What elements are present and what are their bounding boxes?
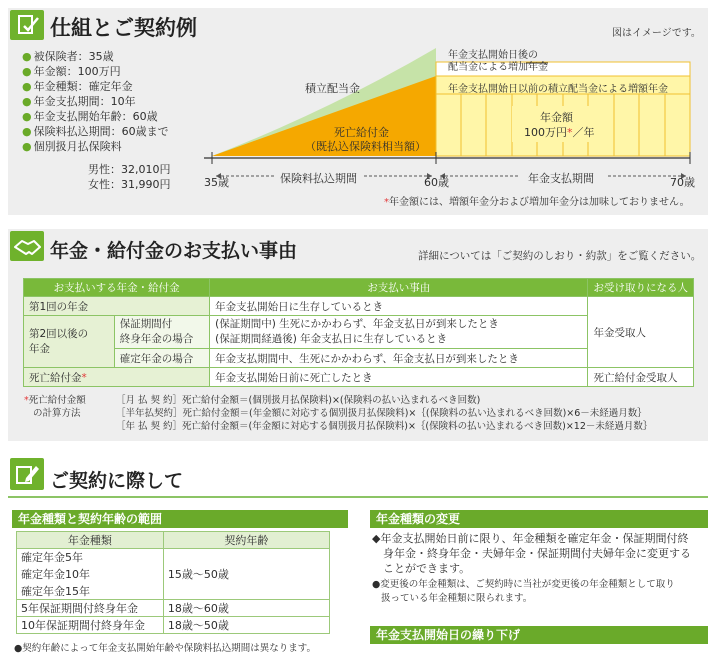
label-increment-annuity: 年金支払開始日以前の積立配当金による増額年金 <box>448 84 668 95</box>
bullet-item: ● 被保険者：35歳 <box>22 50 114 63</box>
section2-title: 年金・給付金のお支払い事由 <box>50 240 298 262</box>
age-row-type: 確定年金15年 <box>17 583 164 600</box>
bullet-item: ● 年金支払開始年齢：60歳 <box>22 110 158 123</box>
row-death-benefit: 死亡給付金* <box>24 368 210 387</box>
premium-female: 女性：31,990円 <box>88 178 171 191</box>
row-first-annuity-reason: 年金支払開始日に生存しているとき <box>210 297 588 316</box>
fixed-annuity-reason: 年金支払期間中、生死にかかわらず、年金支払日が到来したとき <box>210 349 588 368</box>
age-range-bar: 年金種類と契約年齢の範囲 <box>12 510 348 528</box>
header-reason: お支払い事由 <box>210 279 588 297</box>
age-60: 60歳 <box>424 176 449 189</box>
age-35: 35歳 <box>204 176 229 189</box>
label-annuity-value: 100万円*／年 <box>524 126 595 139</box>
type-change-text: ◆年金支払開始日前に限り、年金種類を確定年金・保証期間付終 身年金・終身年金・夫婦年金・保証期間付夫婦年金に変更する ことができます。 <box>372 532 691 575</box>
start-date-deferral-bar: 年金支払開始日の繰り下げ <box>370 626 708 644</box>
section3-title: ご契約に際して <box>50 470 184 492</box>
calc-annual: ［年 払 契 約］死亡給付金額＝(年金額に対応する個別扱月払保険料)×｛(保険料の払い込まれるべき回数)×12－未経過月数｝ <box>116 421 653 432</box>
type-change-note: ●変更後の年金種類は、ご契約時に当社が変更後の年金種類として取り 扱っている年金種類に限られます。 <box>372 579 675 604</box>
death-benefit-receiver: 死亡給付金受取人 <box>588 368 694 387</box>
guaranteed-lifetime-reason: (保証期間中) 生死にかかわらず、年金支払日が到来したとき (保証期間経過後) 年金支払日に生存しているとき <box>210 316 588 349</box>
label-annuity-amount: 年金額 <box>540 111 573 124</box>
label-death-benefit: 死亡給付金 <box>334 126 389 139</box>
premium-period-label: 保険料払込期間 <box>280 172 357 185</box>
type-change-bar: 年金種類の変更 <box>370 510 708 528</box>
age-row-value: 18歳～50歳 <box>163 617 329 634</box>
annuity-receiver: 年金受取人 <box>588 297 694 368</box>
image-note: 図はイメージです。 <box>612 28 701 39</box>
bullet-item: ● 年金額：100万円 <box>22 65 121 78</box>
header-receiver: お受け取りになる人 <box>588 279 694 297</box>
contract-bullets <box>22 49 169 154</box>
label-accumulated-dividend: 積立配当金 <box>305 82 360 95</box>
calc-formulas <box>116 394 652 433</box>
age-header-age: 契約年齢 <box>163 532 329 549</box>
label-increase-annuity-2: 配当金による増加年金 <box>448 62 548 73</box>
age-row-type: 確定年金10年 <box>17 566 164 583</box>
calc-semiannual: ［半年払契約］死亡給付金額＝(年金額に対応する個別扱月払保険料)×｛(保険料の払い込まれるべき回数)×6－未経過月数｝ <box>116 408 647 419</box>
header-benefit: お支払いする年金・給付金 <box>24 279 210 297</box>
payment-period-label: 年金支払期間 <box>528 172 594 185</box>
document-icon <box>10 10 44 40</box>
guaranteed-lifetime-case: 保証期間付 終身年金の場合 <box>114 316 209 349</box>
handshake-icon <box>10 231 44 261</box>
age-row-type: 10年保証期間付終身年金 <box>17 617 164 634</box>
section1-footnote: *年金額には、増額年金分および増加年金分は加味しておりません。 <box>384 197 690 208</box>
section1-title: 仕組とご契約例 <box>50 16 197 40</box>
label-increase-annuity-1: 年金支払開始日後の <box>448 50 538 61</box>
row-first-annuity: 第1回の年金 <box>24 297 210 316</box>
age-row-type: 確定年金5年 <box>17 549 164 566</box>
section2-note: 詳細については「ご契約のしおり・約款」をご覧ください。 <box>418 250 702 262</box>
age-row-value: 18歳～60歳 <box>163 600 329 617</box>
premium-male: 男性：32,010円 <box>88 163 171 176</box>
age-70: 70歳 <box>670 176 695 189</box>
calc-monthly: ［月 払 契 約］死亡給付金額＝(個別扱月払保険料)×(保険料の払い込まれるべき回数) <box>116 395 481 406</box>
age-range-table <box>16 531 330 634</box>
label-death-benefit-note: （既払込保険料相当額） <box>305 140 426 153</box>
age-row-type: 5年保証期間付終身年金 <box>17 600 164 617</box>
fixed-annuity-case: 確定年金の場合 <box>114 349 209 368</box>
age-header-type: 年金種類 <box>17 532 164 549</box>
bullet-item: ● 個別扱月払保険料 <box>22 140 122 153</box>
section3-divider <box>8 496 708 498</box>
payment-reason-table <box>23 278 694 387</box>
age-group-value: 15歳～50歳 <box>163 549 329 600</box>
age-note: ●契約年齢によって年金支払開始年齢や保険料払込期間は異なります。 <box>14 643 317 654</box>
bullet-item: ● 年金種類：確定年金 <box>22 80 133 93</box>
bullet-item: ● 保険料払込期間：60歳まで <box>22 125 169 138</box>
calc-label: *死亡給付金額 の計算方法 <box>24 395 86 419</box>
row-subsequent-annuity: 第2回以後の 年金 <box>24 316 115 368</box>
bullet-item: ● 年金支払期間：10年 <box>22 95 136 108</box>
death-benefit-reason: 年金支払開始日前に死亡したとき <box>210 368 588 387</box>
pen-icon <box>10 458 44 490</box>
